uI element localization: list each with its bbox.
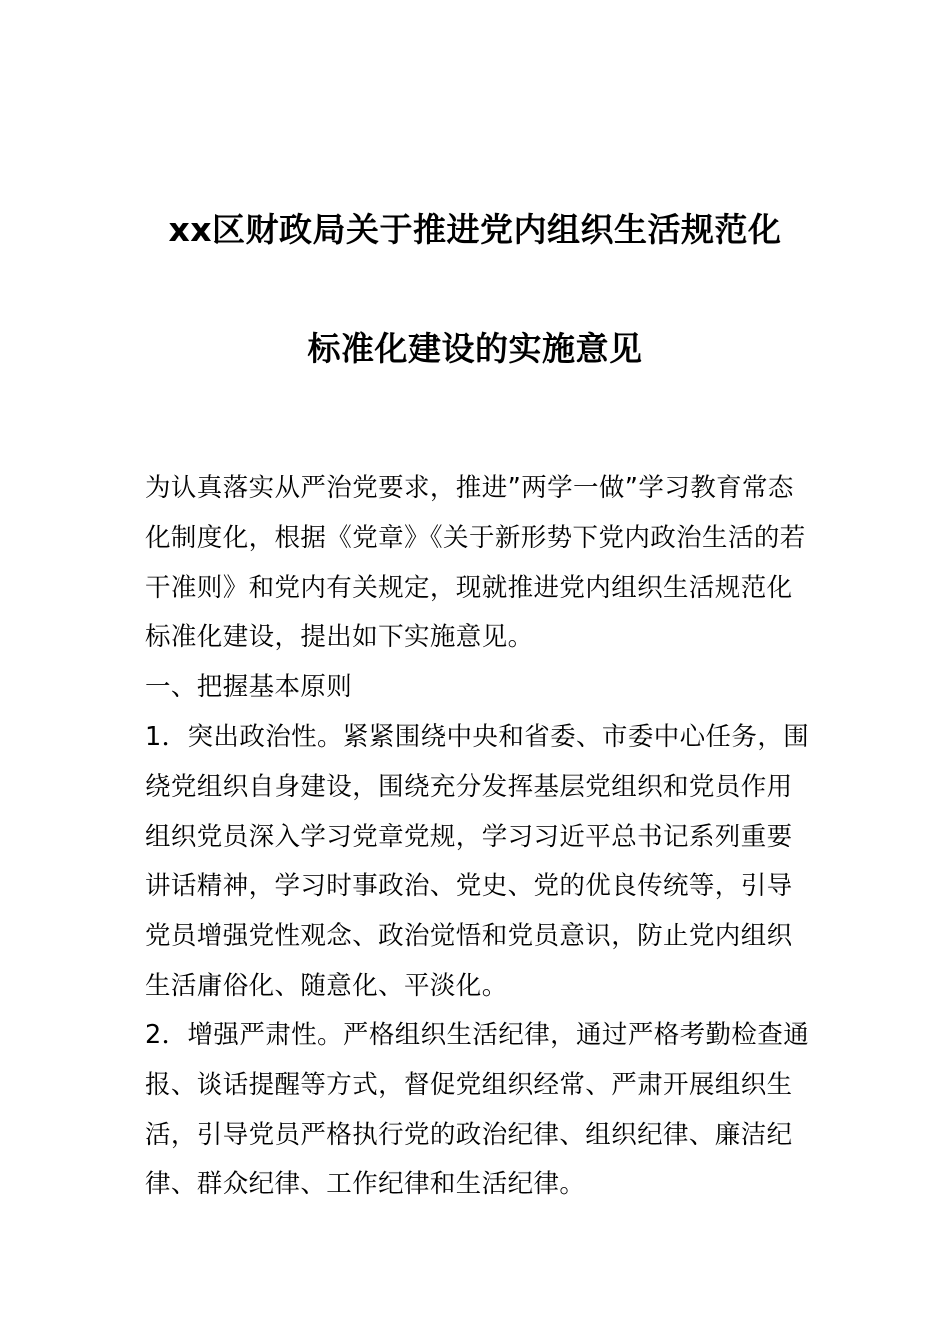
section-1-heading: 一、把握基本原则 xyxy=(145,672,353,702)
document-title-line-2: 标准化建设的实施意见 xyxy=(307,329,643,368)
principle-item-2: 2．增强严肃性。严格组织生活纪律，通过严格考勤检查通报、谈话提醒等方式，督促党组织经常、严肃开展组织生活，引导党员严格执行党的政治纪律、组织纪律、廉洁纪律、群众纪律、工作纪律和生活纪律。 xyxy=(145,1020,810,1200)
principle-item-1: 1．突出政治性。紧紧围绕中央和省委、市委中心任务，围绕党组织自身建设，围绕充分发挥基层党组织和党员作用组织党员深入学习党章党规，学习习近平总书记系列重要讲话精神，学习时事政治、党史、党的优良传统等，引导党员增强党性观念、政治觉悟和党员意识，防止党内组织生活庸俗化、随意化、平淡化。 xyxy=(145,722,810,1001)
intro-paragraph: 为认真落实从严治党要求，推进”两学一做”学习教育常态化制度化，根据《党章》《关于新形势下党内政治生活的若干准则》和党内有关规定，现就推进党内组织生活规范化标准化建设，提出如下实施意见。 xyxy=(145,473,806,653)
document-title-line-1: xx区财政局关于推进党内组织生活规范化 xyxy=(168,210,782,249)
